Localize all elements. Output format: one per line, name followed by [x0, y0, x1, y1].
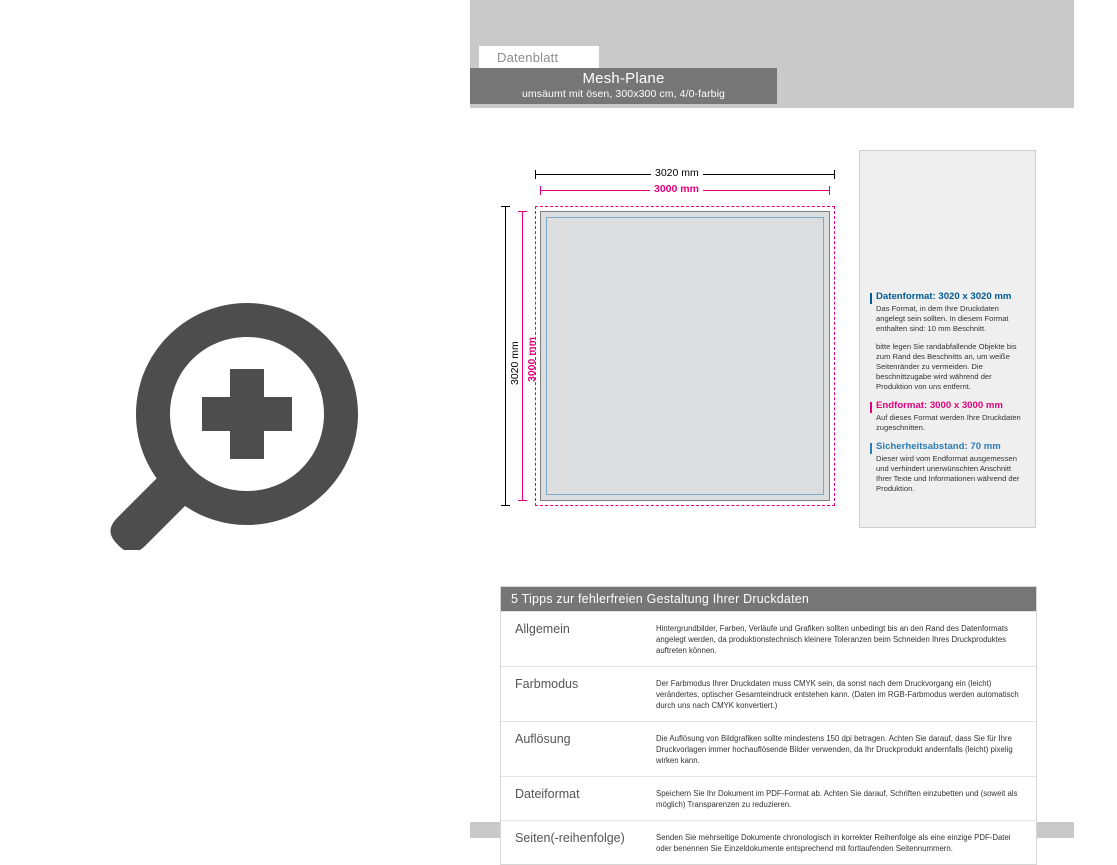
tip-label-dateiformat: Dateiformat: [515, 787, 580, 801]
dim-tick-right-outer: [834, 170, 835, 179]
tips-table: [500, 586, 1037, 865]
dim-line-left-outer: [505, 206, 506, 506]
tip-text-dateiformat: Speichern Sie Ihr Dokument im PDF-Format ab. Achten Sie darauf, Schriften einzubetten und (soweit als möglich) Transparenzen zu reduzieren.: [656, 789, 1018, 809]
product-subtitle: umsäumt mit ösen, 300x300 cm, 4/0-farbig: [521, 88, 725, 100]
dim-line-left-inner: [522, 211, 523, 501]
tip-text-allgemein: Hintergrundbilder, Farben, Verläufe und Grafiken sollten unbedingt bis an den Rand des Datenformats angelegt werden, da produktionstechnisch kleinere Toleranzen beim Schneiden Ihres Druckproduktes auftreten können.: [656, 624, 1008, 655]
dim-tick-top-outer-v: [501, 206, 510, 207]
legend-title-datenformat: Datenformat: 3020 x 3020 mm: [876, 291, 1012, 302]
legend-text-body: [860, 283, 1035, 502]
dim-tick-right-inner: [829, 186, 830, 195]
table-row: [501, 666, 1036, 721]
legend-color-bar-endformat: [870, 402, 872, 413]
dim-tick-left-inner: [540, 186, 541, 195]
legend-text-endformat-1: Auf dieses Format werden Ihre Druckdaten zugeschnitten.: [876, 413, 1021, 432]
tip-text-aufloesung: Die Auflösung von Bildgrafiken sollte mindestens 150 dpi betragen. Achten Sie darauf, dass Sie für Ihre Druckvorlagen immer hochauflösende Bilder verwenden, da Ihr Druckprodukt andernfalls (leicht) pixelig wirken kann.: [656, 734, 1013, 765]
dim-tick-bottom-inner-v: [518, 500, 527, 501]
dim-label-top-outer: 3020 mm: [651, 167, 703, 179]
table-row: [501, 776, 1036, 820]
legend-panel: [859, 150, 1036, 528]
table-row: [501, 721, 1036, 776]
legend-title-sicherheitsabstand: Sicherheitsabstand: 70 mm: [876, 441, 1001, 452]
dim-tick-top-inner-v: [518, 211, 527, 212]
legend-item-datenformat: [870, 291, 1025, 392]
legend-title-endformat: Endformat: 3000 x 3000 mm: [876, 400, 1003, 411]
legend-text-datenformat-2: bitte legen Sie randabfallende Objekte bis zum Rand des Beschnitts an, um weiße Seitenränder zu vermeiden. Die beschnittzugabe wird während der Produktion von uns entfernt.: [876, 342, 1017, 391]
dim-label-top-inner: 3000 mm: [650, 183, 703, 195]
safety-rectangle: [546, 217, 824, 495]
legend-item-sicherheitsabstand: [870, 441, 1025, 494]
dim-label-left-inner: 3000 mm: [526, 334, 538, 385]
datasheet-page: [470, 0, 1074, 853]
dim-tick-left-outer: [535, 170, 536, 179]
tip-label-allgemein: Allgemein: [515, 622, 570, 636]
product-title-block: [470, 68, 777, 104]
legend-text-sicherheitsabstand-1: Dieser wird vom Endformat ausgemessen und verhindert unerwünschten Anschnitt Ihrer Texte und Informationen während der Produktion.: [876, 454, 1020, 493]
legend-color-bar-datenformat: [870, 293, 872, 304]
tip-label-aufloesung: Auflösung: [515, 732, 571, 746]
legend-color-bar-sicherheitsabstand: [870, 443, 872, 454]
dim-label-left-outer: 3020 mm: [509, 338, 521, 388]
magnifier-plus-icon: [100, 295, 365, 550]
tip-label-seitenreihenfolge: Seiten(-reihenfolge): [515, 831, 625, 845]
tip-text-seitenreihenfolge: Senden Sie mehrseitige Dokumente chronologisch in korrekter Reihenfolge als eine einzige PDF-Datei oder benennen Sie Einzeldokumente entsprechend mit fortlaufenden Seitennummern.: [656, 833, 1011, 853]
legend-item-endformat: [870, 400, 1025, 433]
tips-header: 5 Tipps zur fehlerfreien Gestaltung Ihrer Druckdaten: [501, 587, 1036, 611]
datenblatt-tab: Datenblatt: [479, 46, 599, 68]
tip-label-farbmodus: Farbmodus: [515, 677, 579, 691]
table-row: [501, 820, 1036, 864]
legend-text-datenformat-1: Das Format, in dem Ihre Druckdaten angelegt sein sollten. In diesem Format enthalten sind: 10 mm Beschnitt.: [876, 304, 1009, 333]
dim-tick-bottom-outer-v: [501, 505, 510, 506]
table-row: [501, 611, 1036, 666]
tip-text-farbmodus: Der Farbmodus Ihrer Druckdaten muss CMYK sein, da sonst nach dem Druckvorgang ein (leicht) verändertes, optischer Gesamteindruck entstehen kann. (Daten im RGB-Farbmodus werden automatisch durch uns nach CMYK konvertiert.): [656, 679, 1019, 710]
product-title: Mesh-Plane: [582, 70, 665, 87]
